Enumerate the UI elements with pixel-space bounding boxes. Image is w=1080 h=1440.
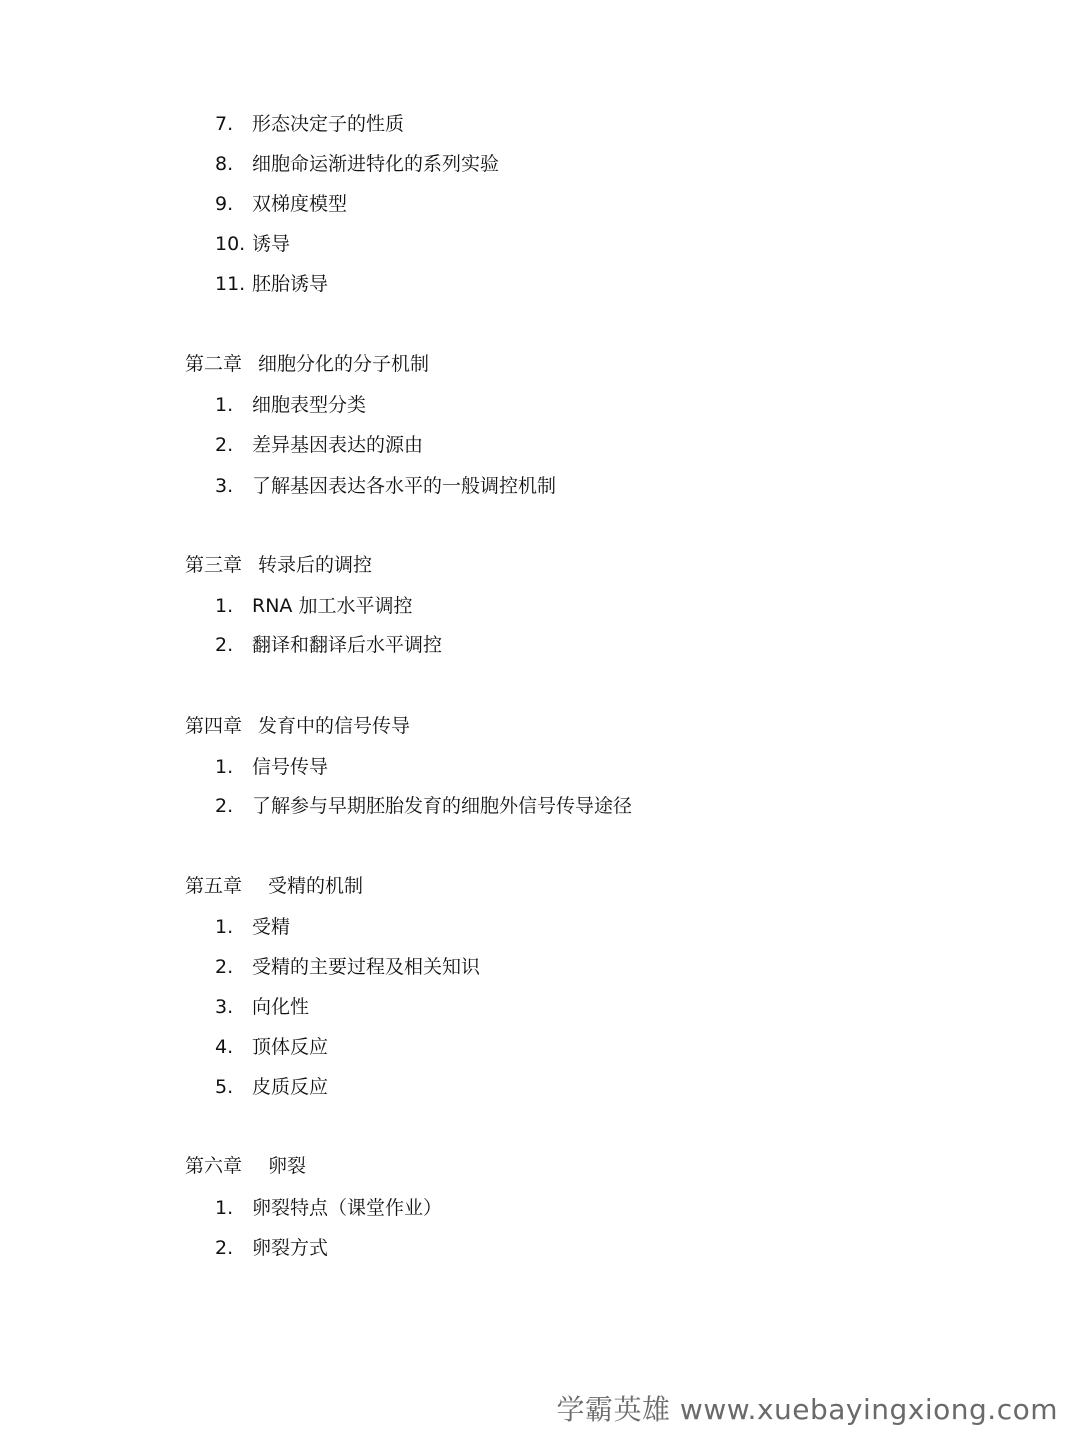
item-number: 1. — [215, 394, 234, 416]
item-text: 受精的主要过程及相关知识 — [252, 956, 481, 978]
item-number: 10. — [215, 233, 246, 255]
item-text: RNA 加工水平调控 — [252, 595, 413, 617]
item-text: 卵裂特点（课堂作业） — [252, 1197, 443, 1219]
item-text: 细胞表型分类 — [252, 394, 367, 416]
item-number: 2. — [215, 1237, 234, 1259]
item-text: 双梯度模型 — [252, 193, 348, 215]
item-number: 3. — [215, 475, 234, 497]
chapter-number: 第五章 — [185, 875, 243, 897]
chapter-title: 细胞分化的分子机制 — [258, 353, 430, 375]
chapter-title: 受精的机制 — [268, 875, 364, 897]
item-text: 向化性 — [252, 996, 310, 1018]
item-text: 顶体反应 — [252, 1036, 329, 1058]
item-text: 胚胎诱导 — [252, 273, 329, 295]
chapter-number: 第三章 — [185, 554, 243, 576]
item-number: 1. — [215, 916, 234, 938]
item-number: 9. — [215, 193, 234, 215]
chapter-title: 卵裂 — [268, 1155, 307, 1177]
item-number: 2. — [215, 795, 234, 817]
item-number: 2. — [215, 634, 234, 656]
item-number: 2. — [215, 434, 234, 456]
item-number: 8. — [215, 153, 234, 175]
item-text: 形态决定子的性质 — [252, 113, 405, 135]
item-text: 卵裂方式 — [252, 1237, 329, 1259]
item-text: 了解基因表达各水平的一般调控机制 — [252, 475, 557, 497]
item-number: 3. — [215, 996, 234, 1018]
chapter-number: 第六章 — [185, 1155, 243, 1177]
chapter-title: 转录后的调控 — [258, 554, 373, 576]
item-text: 皮质反应 — [252, 1076, 329, 1098]
watermark-text: 学霸英雄 www.xuebayingxiong.com — [556, 1393, 1058, 1426]
item-text: 受精 — [252, 916, 291, 938]
item-text: 诱导 — [252, 233, 291, 255]
item-number: 7. — [215, 113, 234, 135]
item-number: 11. — [215, 273, 246, 295]
item-number: 1. — [215, 756, 234, 778]
item-text: 差异基因表达的源由 — [252, 434, 424, 456]
item-number: 1. — [215, 1197, 234, 1219]
item-text: 翻译和翻译后水平调控 — [252, 634, 443, 656]
item-text: 了解参与早期胚胎发育的细胞外信号传导途径 — [252, 795, 633, 817]
item-number: 4. — [215, 1036, 234, 1058]
item-number: 5. — [215, 1076, 234, 1098]
item-number: 1. — [215, 595, 234, 617]
chapter-title: 发育中的信号传导 — [258, 715, 411, 737]
chapter-number: 第四章 — [185, 715, 243, 737]
item-number: 2. — [215, 956, 234, 978]
item-text: 信号传导 — [252, 756, 329, 778]
chapter-number: 第二章 — [185, 353, 243, 375]
item-text: 细胞命运渐进特化的系列实验 — [252, 153, 500, 175]
